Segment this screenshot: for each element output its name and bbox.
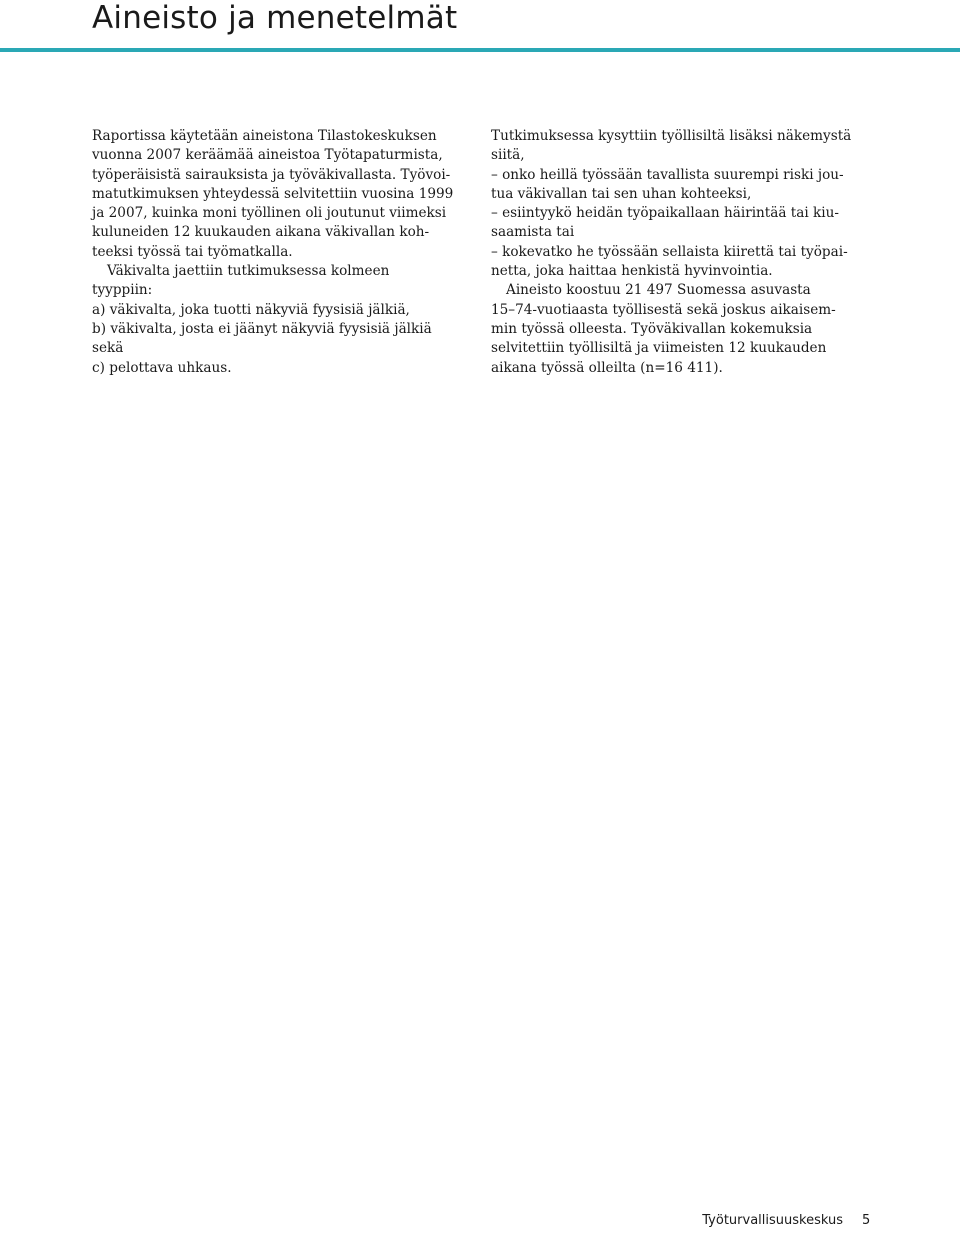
right-line-10: 15–74-vuotiaasta työllisestä sekä joskus aikaisem- <box>491 301 836 318</box>
page-number: 5 <box>862 1213 871 1228</box>
left-line-12: sekä <box>92 340 124 357</box>
page-title: Aineisto ja menetelmät <box>92 0 458 36</box>
left-column <box>92 127 464 378</box>
right-line-9: Aineisto koostuu 21 497 Suomessa asuvasta <box>506 282 811 299</box>
right-line-1: Tutkimuksessa kysyttiin työllisiltä lisäksi näkemystä <box>491 128 852 144</box>
right-line-4: tua väkivallan tai sen uhan kohteeksi, <box>491 185 752 202</box>
page-footer <box>0 1212 960 1232</box>
left-line-6: kuluneiden 12 kuukauden aikana väkivallan koh- <box>92 224 430 241</box>
left-line-10: a) väkivalta, joka tuotti näkyviä fyysisiä jälkiä, <box>92 301 410 318</box>
left-line-7: teeksi työssä tai työmatkalla. <box>92 243 293 260</box>
left-line-8: Väkivalta jaettiin tutkimuksessa kolmeen <box>107 263 390 280</box>
right-line-11: min työssä olleesta. Työväkivallan kokemuksia <box>491 320 813 337</box>
right-line-8: netta, joka haittaa henkistä hyvinvointia. <box>491 263 773 280</box>
right-line-5: – esiintyykö heidän työpaikallaan häirintää tai kiu- <box>491 205 839 222</box>
left-line-4: matutkimuksen yhteydessä selvitettiin vuosina 1999 <box>92 185 454 202</box>
left-line-13: c) pelottava uhkaus. <box>92 359 232 376</box>
right-line-6: saamista tai <box>491 224 575 241</box>
title-divider <box>0 48 960 52</box>
left-line-1: Raportissa käytetään aineistona Tilastokeskuksen <box>92 128 437 144</box>
left-line-9: tyyppiin: <box>92 282 153 299</box>
right-line-12: selvitettiin työllisiltä ja viimeisten 12 kuukauden <box>491 340 827 357</box>
left-line-11: b) väkivalta, josta ei jäänyt näkyviä fyysisiä jälkiä <box>92 320 432 337</box>
right-line-2: siitä, <box>491 147 525 164</box>
right-line-3: – onko heillä työssään tavallista suurempi riski jou- <box>491 166 844 183</box>
right-line-13: aikana työssä olleilta (n=16 411). <box>491 359 723 376</box>
left-line-2: vuonna 2007 keräämää aineistoa Työtapaturmista, <box>92 147 443 164</box>
left-line-3: työperäisistä sairauksista ja työväkivallasta. Työvoi- <box>92 166 451 183</box>
left-line-5: ja 2007, kuinka moni työllinen oli joutunut viimeksi <box>92 205 447 222</box>
right-line-7: – kokevatko he työssään sellaista kiirettä tai työpai- <box>491 243 848 260</box>
footer-organization: Työturvallisuuskeskus <box>702 1213 843 1228</box>
right-column <box>491 127 871 378</box>
